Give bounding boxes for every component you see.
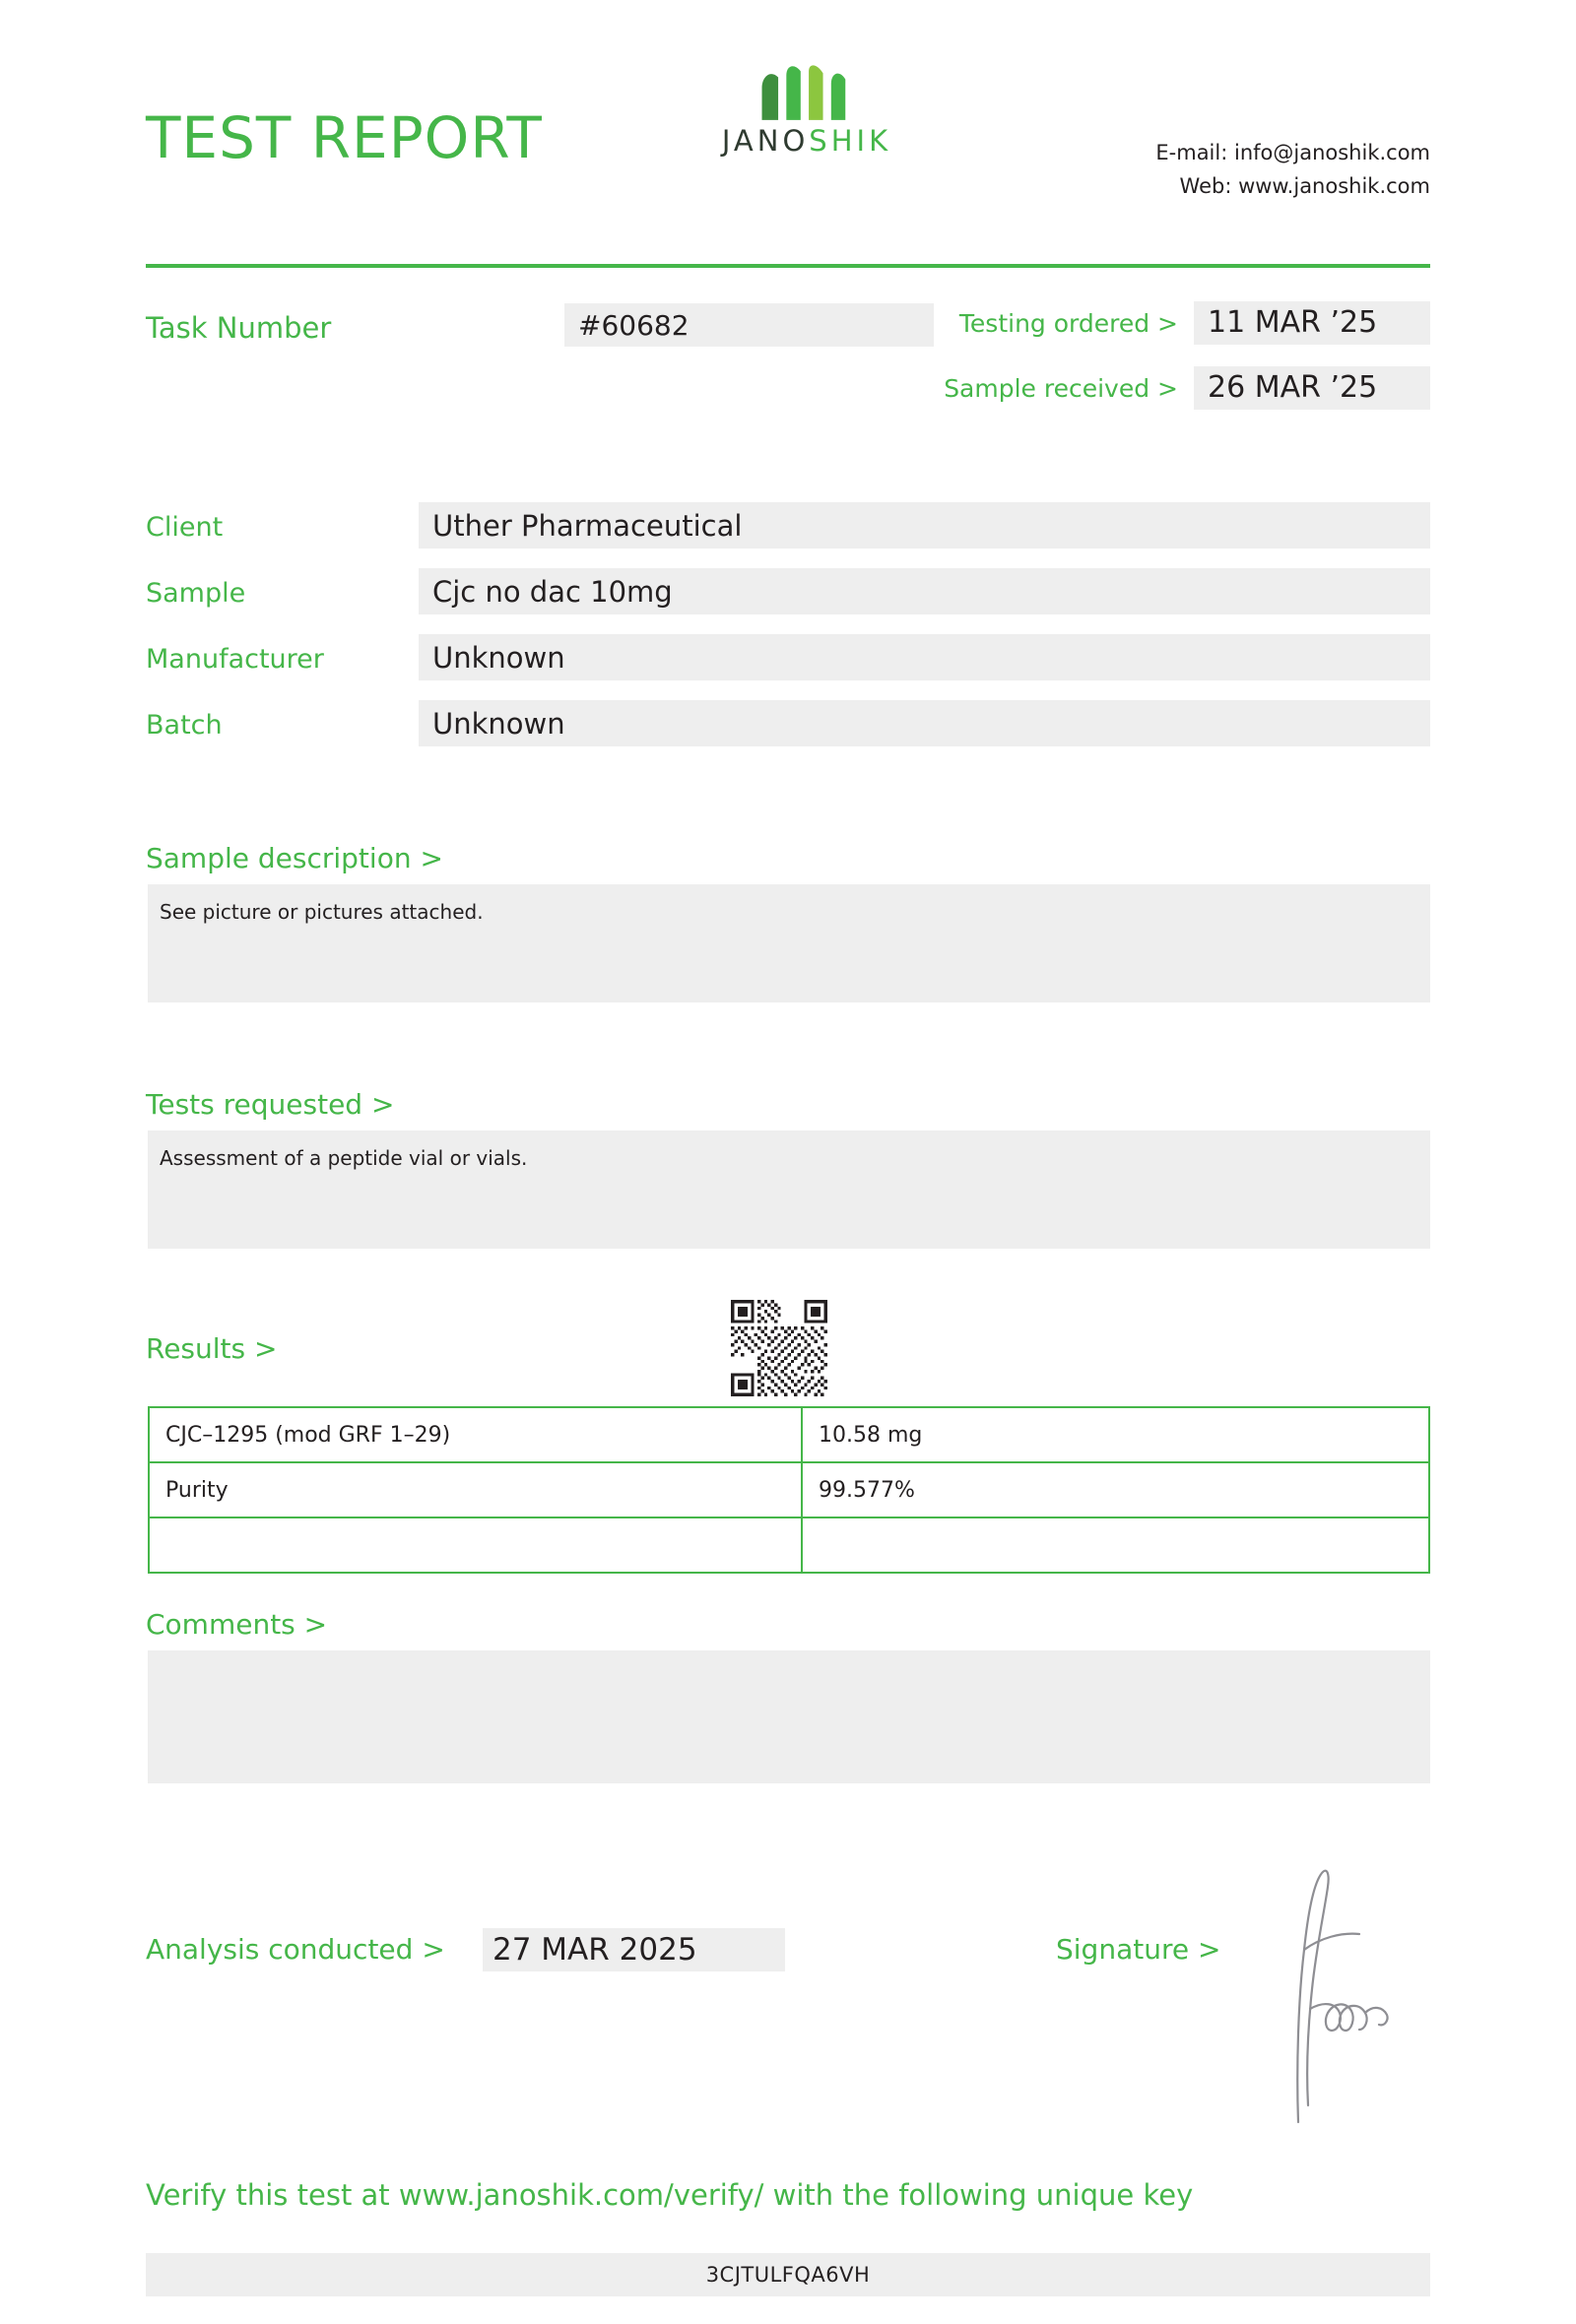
results-title: Results > bbox=[146, 1332, 278, 1365]
result-value bbox=[802, 1517, 1429, 1573]
qr-code-icon bbox=[725, 1300, 833, 1396]
contact-block bbox=[1155, 136, 1430, 203]
contact-email: E-mail: info@janoshik.com bbox=[1155, 141, 1430, 164]
table-row bbox=[149, 1407, 1429, 1462]
analysis-conducted-value: 27 MAR 2025 bbox=[483, 1928, 785, 1971]
handwritten-signature bbox=[1280, 1861, 1409, 2127]
info-key-sample: Sample bbox=[146, 578, 246, 609]
table-row bbox=[149, 1517, 1429, 1573]
info-value-client: Uther Pharmaceutical bbox=[419, 502, 1430, 549]
logo-wordmark bbox=[693, 124, 920, 158]
sample-description-text: See picture or pictures attached. bbox=[148, 884, 1430, 1002]
info-value-batch: Unknown bbox=[419, 700, 1430, 746]
info-row bbox=[146, 502, 1430, 568]
result-value: 10.58 mg bbox=[802, 1407, 1429, 1462]
info-block bbox=[146, 502, 1430, 766]
results-table bbox=[148, 1406, 1430, 1574]
sample-description-title: Sample description > bbox=[146, 842, 443, 874]
comments-text bbox=[148, 1650, 1430, 1783]
janoshik-logo bbox=[693, 61, 920, 158]
result-name: Purity bbox=[149, 1462, 802, 1517]
info-row bbox=[146, 700, 1430, 766]
logo-text-dark: JANO bbox=[721, 124, 810, 158]
sample-received-label: Sample received > bbox=[944, 374, 1178, 403]
task-number-label: Task Number bbox=[146, 311, 332, 345]
info-key-client: Client bbox=[146, 512, 224, 543]
testing-ordered-label: Testing ordered > bbox=[958, 309, 1178, 338]
logo-text-green: SHIK bbox=[809, 124, 892, 158]
report-header bbox=[146, 0, 1430, 197]
verify-key: 3CJTULFQA6VH bbox=[146, 2253, 1430, 2296]
result-name bbox=[149, 1517, 802, 1573]
signature-label: Signature > bbox=[1056, 1933, 1221, 1966]
result-value: 99.577% bbox=[802, 1462, 1429, 1517]
info-key-manufacturer: Manufacturer bbox=[146, 644, 324, 675]
task-number-value: #60682 bbox=[564, 303, 934, 347]
tests-requested-title: Tests requested > bbox=[146, 1088, 395, 1121]
header-divider bbox=[146, 264, 1430, 268]
mountains-icon bbox=[746, 61, 868, 122]
comments-title: Comments > bbox=[146, 1608, 328, 1641]
tests-requested-text: Assessment of a peptide vial or vials. bbox=[148, 1130, 1430, 1249]
task-row bbox=[146, 295, 1430, 414]
page-title: TEST REPORT bbox=[146, 104, 543, 171]
testing-ordered-value: 11 MAR ’25 bbox=[1194, 301, 1430, 345]
analysis-conducted-label: Analysis conducted > bbox=[146, 1933, 445, 1966]
verify-text: Verify this test at www.janoshik.com/verify/ with the following unique key bbox=[146, 2178, 1194, 2212]
contact-web: Web: www.janoshik.com bbox=[1179, 174, 1430, 198]
info-key-batch: Batch bbox=[146, 710, 223, 741]
info-row bbox=[146, 568, 1430, 634]
table-row bbox=[149, 1462, 1429, 1517]
info-row bbox=[146, 634, 1430, 700]
sample-received-value: 26 MAR ’25 bbox=[1194, 366, 1430, 410]
info-value-manufacturer: Unknown bbox=[419, 634, 1430, 680]
result-name: CJC–1295 (mod GRF 1–29) bbox=[149, 1407, 802, 1462]
info-value-sample: Cjc no dac 10mg bbox=[419, 568, 1430, 614]
